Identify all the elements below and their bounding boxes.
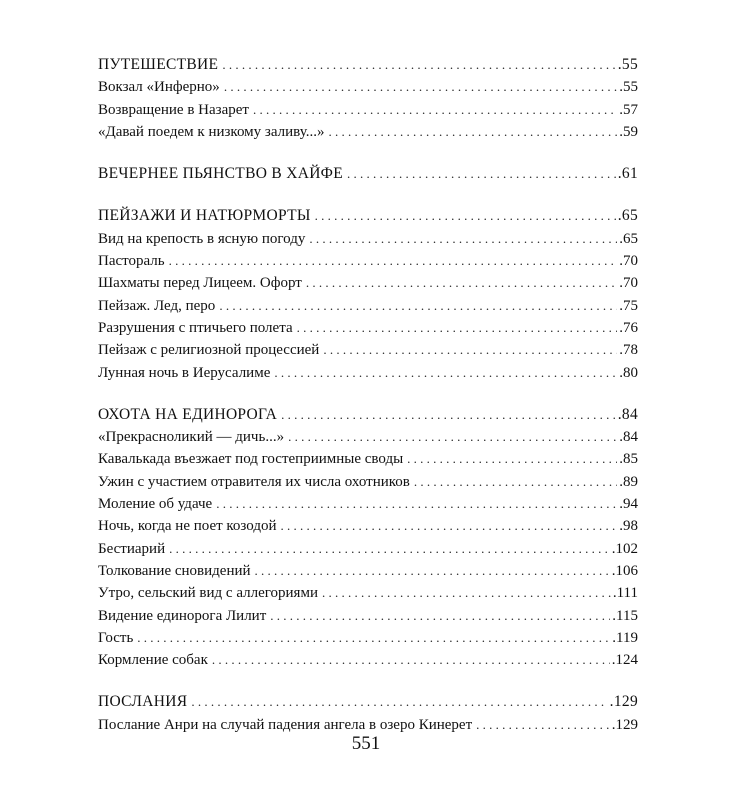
toc-entry (98, 121, 638, 143)
toc-entry-title: Пейзаж с религиозной процессией (98, 342, 320, 359)
dot-leader (216, 493, 617, 515)
toc-page-number: .65 (617, 207, 638, 225)
toc-entry-title: Разрушения с птичьего полета (98, 319, 293, 336)
toc-entry-title: Возвращение в Назарет (98, 101, 249, 118)
toc-entry (98, 493, 638, 515)
toc-entry (98, 582, 638, 604)
toc-entry (98, 362, 638, 384)
toc-page-number: .89 (619, 473, 638, 490)
toc-page-number: .80 (619, 364, 638, 381)
dot-leader (169, 538, 610, 560)
toc-page-number: .55 (619, 79, 638, 96)
toc-page-number: .76 (619, 319, 638, 336)
dot-leader (253, 99, 617, 121)
dot-leader (323, 339, 617, 361)
toc-entry (98, 295, 638, 317)
toc-entry-title: Кормление собак (98, 652, 208, 669)
dot-leader (212, 649, 610, 671)
dot-leader (347, 163, 616, 185)
dot-leader (270, 605, 610, 627)
toc-page-number: .124 (611, 652, 638, 669)
toc-page-number: .65 (619, 230, 638, 247)
dot-leader (322, 582, 611, 604)
toc-entry-title: Вид на крепость в ясную погоду (98, 230, 306, 247)
toc-page-number: .129 (611, 716, 638, 733)
toc-entry-title: Лунная ночь в Иерусалиме (98, 364, 271, 381)
toc-page-number: .102 (611, 540, 638, 557)
toc-entry-title: Кавалькада въезжает под гостеприимные своды (98, 451, 404, 468)
toc-entry-title: «Давай поедем к низкому заливу...» (98, 123, 325, 140)
table-of-contents (98, 54, 638, 736)
toc-entry (98, 605, 638, 627)
toc-entry (98, 99, 638, 121)
dot-leader (309, 228, 617, 250)
toc-page-number: .61 (617, 165, 638, 183)
dot-leader (281, 515, 618, 537)
toc-entry (98, 250, 638, 272)
toc-section-heading (98, 54, 638, 76)
toc-section-title: ПУТЕШЕСТВИЕ (98, 56, 219, 73)
toc-entry-title: Видение единорога Лилит (98, 607, 267, 624)
dot-leader (137, 627, 610, 649)
toc-entry (98, 76, 638, 98)
toc-page-number: .129 (609, 693, 638, 711)
toc-entry (98, 515, 638, 537)
toc-entry-title: «Прекрасноликий — дичь...» (98, 429, 285, 446)
dot-leader (297, 317, 618, 339)
toc-page-number: .55 (617, 56, 638, 73)
toc-page-number: .57 (619, 101, 638, 118)
toc-entry-title: Утро, сельский вид с аллегориями (98, 585, 318, 602)
toc-entry (98, 627, 638, 649)
toc-entry (98, 317, 638, 339)
toc-section-heading (98, 205, 638, 227)
dot-leader (224, 76, 617, 98)
toc-page-number: .75 (619, 297, 638, 314)
toc-page-number: .94 (619, 496, 638, 513)
dot-leader (414, 471, 617, 493)
toc-section-heading (98, 163, 638, 185)
toc-entry (98, 448, 638, 470)
page-folio-number: 551 (351, 733, 381, 754)
toc-section-heading (98, 404, 638, 426)
dot-leader (169, 250, 618, 272)
toc-section-title: ОХОТА НА ЕДИНОРОГА (98, 405, 278, 423)
toc-entry (98, 228, 638, 250)
toc-entry (98, 339, 638, 361)
toc-page-number: .70 (619, 275, 638, 292)
toc-entry (98, 538, 638, 560)
toc-page-number: .85 (619, 451, 638, 468)
toc-entry-title: Послание Анри на случай падения ангела в озеро Кинерет (98, 716, 473, 733)
toc-page-number: .119 (612, 629, 638, 646)
toc-page-number: .59 (619, 123, 638, 140)
dot-leader (274, 362, 617, 384)
toc-page-number: .84 (617, 405, 638, 423)
toc-page-number: .78 (619, 342, 638, 359)
toc-entry (98, 471, 638, 493)
toc-entry-title: Пейзаж. Лед, перо (98, 297, 216, 314)
toc-entry-title: Толкование сновидений (98, 562, 251, 579)
toc-section-title: ВЕЧЕРНЕЕ ПЬЯНСТВО В ХАЙФЕ (98, 165, 343, 183)
dot-leader (288, 426, 617, 448)
toc-entry-title: Бестиарий (98, 540, 166, 557)
toc-entry-title: Гость (98, 629, 134, 646)
dot-leader (306, 272, 617, 294)
dot-leader (191, 691, 607, 713)
toc-section-title: ПЕЙЗАЖИ И НАТЮРМОРТЫ (98, 207, 311, 225)
toc-page-number: .111 (612, 585, 638, 602)
toc-page-number: .106 (611, 562, 638, 579)
dot-leader (222, 54, 615, 76)
dot-leader (315, 205, 616, 227)
toc-entry (98, 560, 638, 582)
toc-entry-title: Шахматы перед Лицеем. Офорт (98, 275, 302, 292)
dot-leader (219, 295, 617, 317)
toc-entry-title: Моление об удаче (98, 496, 213, 513)
dot-leader (281, 404, 616, 426)
toc-section-heading (98, 691, 638, 713)
dot-leader (255, 560, 610, 582)
toc-entry (98, 426, 638, 448)
toc-entry-title: Пастораль (98, 253, 165, 270)
toc-page-number: .115 (612, 607, 638, 624)
toc-page-number: .98 (619, 518, 638, 535)
toc-entry-title: Ужин с участием отравителя их числа охотников (98, 473, 410, 490)
toc-entry (98, 272, 638, 294)
toc-entry-title: Вокзал «Инферно» (98, 79, 220, 96)
toc-page-number: .84 (619, 429, 638, 446)
toc-entry-title: Ночь, когда не поет козодой (98, 518, 277, 535)
toc-section-title: ПОСЛАНИЯ (98, 693, 188, 711)
dot-leader (407, 448, 617, 470)
dot-leader (328, 121, 617, 143)
toc-entry (98, 649, 638, 671)
toc-page-number: .70 (619, 253, 638, 270)
